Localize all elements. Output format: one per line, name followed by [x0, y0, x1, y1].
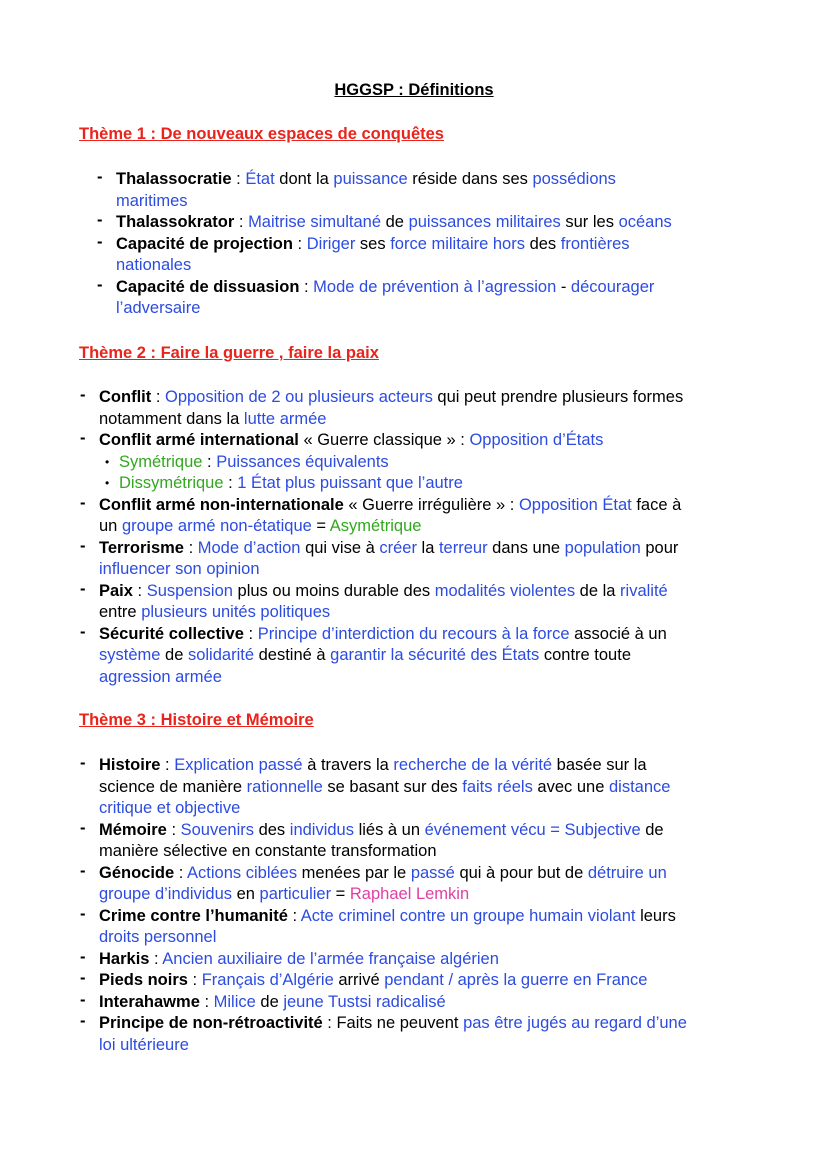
- text-run: : Faits ne peuvent: [322, 1014, 464, 1032]
- highlight-blue-run: Puissances équivalents: [216, 452, 389, 471]
- text-run: :: [223, 474, 238, 492]
- highlight-blue-run: Opposition de 2 ou plusieurs acteurs: [165, 388, 433, 406]
- highlight-blue-run: influencer son opinion: [99, 560, 260, 578]
- text-run: contre toute: [539, 646, 631, 664]
- text-run: dont la: [274, 170, 334, 188]
- highlight-blue-run: créer: [379, 538, 417, 557]
- definition-text: [99, 970, 759, 992]
- text-run: manière sélective en constante transformation: [99, 842, 437, 860]
- text-run: se basant sur des: [322, 777, 463, 796]
- text-run: qui à pour but de: [454, 863, 588, 882]
- definition-item: [80, 990, 759, 1014]
- text-run: la: [416, 538, 439, 557]
- highlight-blue-run: Maitrise simultané: [248, 213, 382, 231]
- text-run: à travers la: [302, 756, 394, 774]
- dash-bullet: -: [80, 579, 86, 598]
- term-run: Thalassokrator: [116, 213, 235, 231]
- text-run: face à: [631, 495, 682, 514]
- dash-bullet: -: [80, 1012, 86, 1030]
- text-run: liés à un: [354, 820, 425, 839]
- definition-text: [99, 624, 759, 689]
- sub-definition-item: [99, 452, 759, 474]
- definition-text: [99, 863, 759, 906]
- highlight-pink-run: Raphael Lemkin: [349, 885, 470, 903]
- highlight-blue-run: Mode d’action: [197, 538, 301, 557]
- text-run: :: [202, 452, 217, 471]
- term-run: Conflit armé non-internationale: [99, 495, 344, 514]
- highlight-blue-run: événement vécu = Subjective: [424, 820, 641, 839]
- definition-item: [80, 493, 759, 538]
- highlight-blue-run: Opposition État: [518, 495, 632, 514]
- term-run: Conflit armé international: [99, 431, 299, 449]
- definition-item: [80, 947, 759, 971]
- theme-3-heading: Thème 3 : Histoire et Mémoire: [79, 711, 314, 729]
- highlight-blue-run: critique et objective: [99, 799, 241, 817]
- highlight-blue-run: recherche de la vérité: [393, 756, 553, 774]
- highlight-blue-run: terreur: [438, 538, 488, 557]
- highlight-blue-run: solidarité: [187, 646, 255, 664]
- definition-text: [99, 581, 759, 624]
- text-run: qui vise à: [300, 538, 380, 557]
- definition-text: [116, 234, 756, 277]
- term-run: Paix: [99, 581, 133, 600]
- text-run: destiné à: [254, 646, 331, 664]
- highlight-blue-run: Actions ciblées: [187, 863, 298, 882]
- term-run: Génocide: [99, 863, 175, 882]
- definition-item: [80, 429, 759, 495]
- highlight-blue-run: océans: [618, 213, 672, 231]
- dash-bullet: -: [80, 904, 86, 923]
- text-run: des: [524, 234, 561, 253]
- highlight-blue-run: système: [99, 646, 161, 664]
- text-run: ses: [355, 234, 391, 253]
- highlight-blue-run: décourager: [570, 277, 655, 296]
- text-run: menées par le: [297, 863, 411, 882]
- term-run: Conflit: [99, 388, 152, 406]
- highlight-green-run: Symétrique: [119, 452, 203, 471]
- text-run: :: [187, 971, 202, 989]
- highlight-blue-run: Milice: [213, 992, 256, 1011]
- theme-2-definition-list: [80, 386, 759, 688]
- highlight-blue-run: Explication passé: [174, 756, 303, 774]
- highlight-blue-run: Principe d’interdiction du recours à la force: [257, 624, 570, 643]
- highlight-green-run: Dissymétrique: [119, 474, 224, 492]
- text-run: des: [254, 820, 290, 839]
- dash-bullet: -: [80, 754, 86, 772]
- highlight-blue-run: agression armée: [99, 667, 222, 686]
- highlight-blue-run: faits réels: [462, 777, 533, 796]
- page-title: HGGSP : Définitions: [334, 81, 494, 99]
- definition-item: [80, 754, 759, 820]
- highlight-blue-run: possédions: [532, 170, 616, 188]
- definition-text: [99, 755, 759, 820]
- highlight-blue-run: force militaire hors: [390, 234, 525, 253]
- definition-text: [116, 169, 756, 212]
- text-run: associé à un: [569, 624, 667, 643]
- dash-bullet: -: [80, 818, 86, 837]
- text-run: basée sur la: [552, 756, 647, 774]
- highlight-blue-run: Acte criminel contre un groupe humain violant: [300, 906, 636, 925]
- term-run: Terrorisme: [99, 538, 184, 557]
- text-run: science de manière: [99, 777, 247, 796]
- text-run: « Guerre irrégulière » :: [343, 495, 519, 514]
- highlight-blue-run: maritimes: [116, 191, 188, 210]
- text-run: qui peut prendre plusieurs formes: [432, 388, 684, 406]
- highlight-blue-run: Opposition d’États: [469, 431, 604, 449]
- text-run: leurs: [635, 906, 676, 925]
- term-run: Crime contre l’humanité: [99, 906, 288, 925]
- definition-item: [80, 861, 759, 906]
- definition-item: [97, 168, 756, 212]
- highlight-blue-run: rationnelle: [246, 777, 323, 796]
- text-run: :: [243, 624, 258, 643]
- dash-bullet: -: [97, 168, 103, 186]
- theme-2-heading: Thème 2 : Faire la guerre , faire la paix: [79, 344, 379, 362]
- text-run: de: [640, 820, 664, 839]
- text-run: pour: [640, 538, 679, 557]
- definition-item: [80, 904, 759, 949]
- text-run: sur les: [560, 213, 619, 231]
- dash-bullet: -: [97, 211, 103, 229]
- text-run: -: [556, 277, 571, 296]
- text-run: de: [255, 992, 284, 1011]
- dash-bullet: -: [80, 493, 86, 512]
- dash-bullet: -: [97, 275, 103, 294]
- text-run: :: [299, 277, 314, 296]
- dash-bullet: -: [80, 622, 86, 641]
- text-run: :: [151, 388, 165, 406]
- text-run: :: [160, 756, 175, 774]
- text-run: :: [234, 213, 249, 231]
- highlight-blue-run: groupe armé non-étatique: [121, 517, 312, 535]
- highlight-blue-run: distance: [608, 777, 671, 796]
- text-run: :: [166, 820, 181, 839]
- definition-item: [80, 536, 759, 581]
- definition-text: [99, 430, 759, 452]
- text-run: =: [331, 885, 350, 903]
- text-run: :: [132, 581, 147, 600]
- theme-1-definition-list: [97, 168, 756, 320]
- highlight-blue-run: nationales: [116, 256, 192, 274]
- text-run: arrivé: [333, 971, 385, 989]
- sub-definition-item: [99, 473, 759, 495]
- highlight-blue-run: Ancien auxiliaire de l’armée française algérien: [162, 949, 499, 968]
- highlight-blue-run: population: [564, 538, 641, 557]
- highlight-blue-run: Suspension: [146, 581, 233, 600]
- text-run: =: [311, 517, 330, 535]
- definition-item: [97, 232, 756, 277]
- definition-item: [97, 211, 756, 234]
- highlight-blue-run: puissance: [333, 170, 408, 188]
- text-run: :: [183, 538, 198, 557]
- text-run: entre: [99, 603, 142, 621]
- term-run: Interahawme: [99, 992, 200, 1011]
- highlight-blue-run: puissances militaires: [408, 213, 561, 231]
- term-run: Mémoire: [99, 820, 167, 839]
- dash-bullet: -: [80, 990, 86, 1009]
- dot-bullet: •: [105, 476, 110, 490]
- definition-item: [80, 1012, 759, 1056]
- highlight-blue-run: Français d’Algérie: [201, 971, 334, 989]
- definition-text: [116, 277, 756, 320]
- highlight-blue-run: État: [245, 170, 275, 188]
- text-run: de: [381, 213, 409, 231]
- definition-text: [99, 906, 759, 949]
- highlight-blue-run: lutte armée: [243, 409, 327, 428]
- definition-text: [99, 820, 759, 863]
- text-run: :: [292, 234, 307, 253]
- highlight-blue-run: l’adversaire: [116, 299, 201, 317]
- text-run: en: [232, 885, 260, 903]
- highlight-blue-run: jeune Tustsi radicalisé: [283, 992, 446, 1011]
- highlight-blue-run: rivalité: [620, 581, 668, 600]
- definition-text: [99, 495, 759, 538]
- theme-1-heading: Thème 1 : De nouveaux espaces de conquêtes: [79, 125, 444, 143]
- term-run: Principe de non-rétroactivité: [99, 1014, 323, 1032]
- term-run: Histoire: [99, 756, 161, 774]
- term-run: Capacité de dissuasion: [116, 277, 300, 296]
- text-run: :: [287, 906, 301, 925]
- text-run: :: [174, 863, 188, 882]
- highlight-blue-run: Diriger: [306, 234, 356, 253]
- term-run: Pieds noirs: [99, 971, 188, 989]
- highlight-blue-run: pas être jugés au regard d’une: [463, 1014, 687, 1032]
- highlight-blue-run: modalités violentes: [434, 581, 576, 600]
- definition-text: [99, 387, 759, 430]
- text-run: :: [231, 170, 246, 188]
- highlight-blue-run: plusieurs unités politiques: [141, 603, 331, 621]
- definition-item: [80, 386, 759, 430]
- definition-text: [99, 949, 759, 971]
- text-run: :: [149, 949, 163, 968]
- dash-bullet: -: [80, 861, 86, 880]
- text-run: « Guerre classique » :: [298, 431, 470, 449]
- definition-text: [99, 538, 759, 581]
- highlight-blue-run: particulier: [259, 885, 332, 903]
- text-run: :: [199, 992, 214, 1011]
- text-run: réside dans ses: [407, 170, 533, 188]
- highlight-blue-run: Mode de prévention à l’agression: [313, 277, 557, 296]
- dot-bullet: •: [105, 454, 110, 469]
- definition-item: [80, 622, 759, 689]
- highlight-blue-run: loi ultérieure: [99, 1035, 189, 1054]
- term-run: Thalassocratie: [116, 170, 232, 188]
- text-run: de: [160, 646, 188, 664]
- definition-item: [80, 969, 759, 992]
- highlight-blue-run: groupe d’individus: [99, 885, 233, 903]
- text-run: avec une: [532, 777, 609, 796]
- highlight-green-run: Asymétrique: [329, 517, 422, 535]
- highlight-blue-run: frontières: [560, 234, 630, 253]
- dash-bullet: -: [80, 969, 86, 987]
- definition-item: [80, 818, 759, 863]
- text-run: plus ou moins durable des: [232, 581, 435, 600]
- highlight-blue-run: pendant / après la guerre en France: [384, 971, 648, 989]
- highlight-blue-run: 1 État plus puissant que l’autre: [237, 474, 463, 492]
- highlight-blue-run: droits personnel: [99, 928, 217, 946]
- dash-bullet: -: [80, 947, 86, 966]
- definition-text: [116, 212, 756, 234]
- term-run: Harkis: [99, 949, 150, 968]
- dash-bullet: -: [80, 386, 86, 404]
- theme-3-definition-list: [80, 754, 759, 1056]
- highlight-blue-run: individus: [289, 820, 354, 839]
- term-run: Sécurité collective: [99, 624, 244, 643]
- highlight-blue-run: Souvenirs: [180, 820, 254, 839]
- text-run: un: [99, 517, 122, 535]
- definition-item: [80, 579, 759, 624]
- dash-bullet: -: [80, 536, 86, 555]
- text-run: dans une: [487, 538, 565, 557]
- term-run: Capacité de projection: [116, 234, 293, 253]
- highlight-blue-run: détruire un: [587, 863, 667, 882]
- highlight-blue-run: garantir la sécurité des États: [330, 646, 540, 664]
- definition-text: [99, 992, 759, 1014]
- dash-bullet: -: [80, 429, 86, 447]
- dash-bullet: -: [97, 232, 103, 251]
- definition-item: [97, 275, 756, 320]
- highlight-blue-run: passé: [410, 863, 455, 882]
- text-run: notamment dans la: [99, 409, 244, 428]
- definition-text: [99, 1013, 759, 1056]
- text-run: de la: [575, 581, 621, 600]
